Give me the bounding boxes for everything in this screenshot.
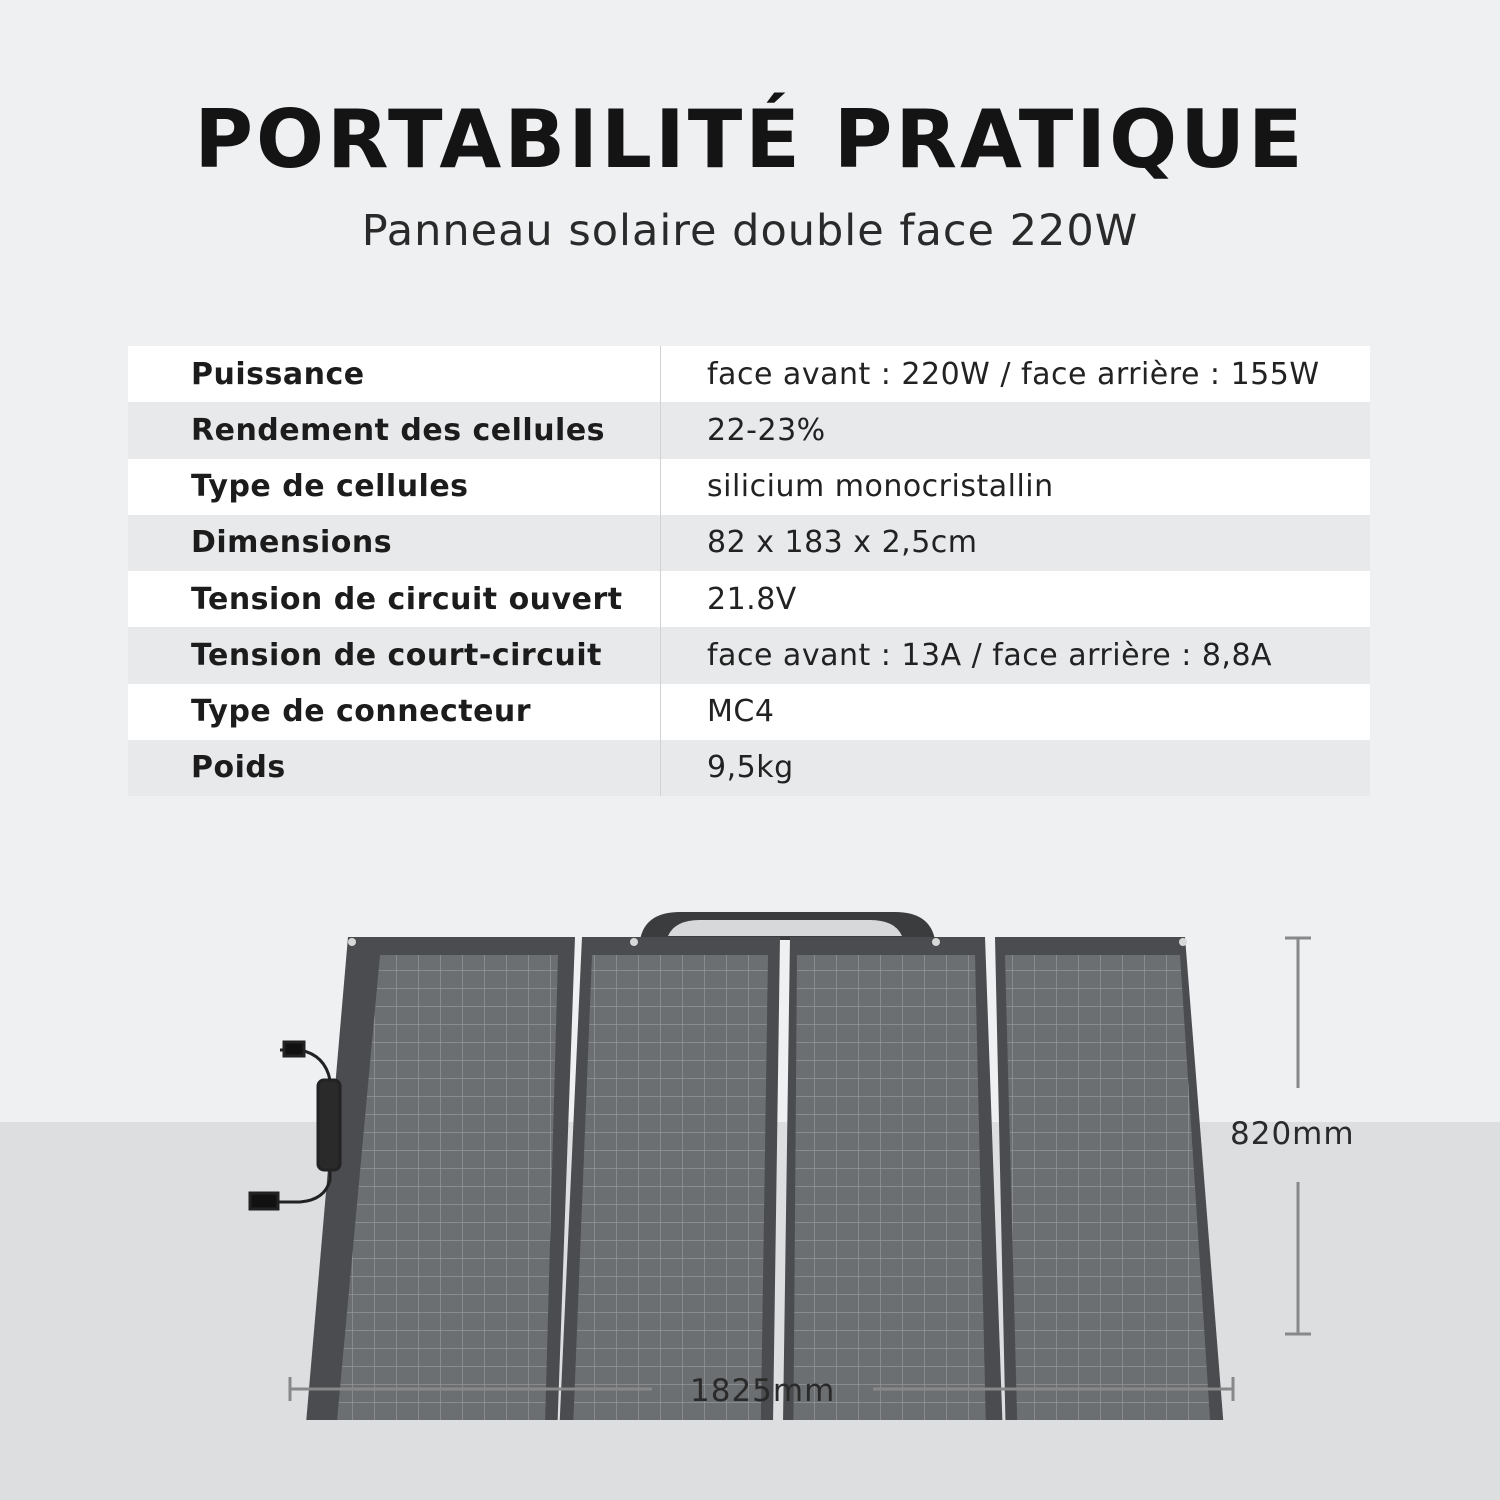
carry-handle-icon: [640, 912, 935, 940]
spec-table: [128, 346, 1370, 796]
panel-section-2: [550, 937, 780, 1420]
spec-label: Poids: [128, 740, 661, 796]
spec-label: Tension de court-circuit: [128, 627, 661, 683]
spec-row: [128, 402, 1370, 458]
spec-row: [128, 571, 1370, 627]
spec-value: 9,5kg: [707, 750, 794, 786]
spec-value: 21.8V: [707, 581, 797, 617]
spec-label: Tension de circuit ouvert: [128, 571, 661, 627]
spec-label: Dimensions: [128, 515, 661, 571]
spec-row: [128, 346, 1370, 402]
spec-row: [128, 459, 1370, 515]
spec-label: Type de connecteur: [128, 684, 661, 740]
width-dimension-label: 1825mm: [690, 1373, 836, 1409]
page-subtitle: Panneau solaire double face 220W: [361, 206, 1139, 256]
panel-section-3: [780, 937, 1010, 1420]
spec-label: Rendement des cellules: [128, 402, 661, 458]
spec-row: [128, 684, 1370, 740]
spec-label: Type de cellules: [128, 459, 661, 515]
spec-row: [128, 515, 1370, 571]
cable-connector-icon: [250, 1042, 340, 1209]
panel-section-4: [995, 937, 1240, 1420]
spec-value: MC4: [707, 694, 775, 730]
spec-row: [128, 627, 1370, 683]
spec-value: 82 x 183 x 2,5cm: [707, 525, 978, 561]
page-title: PORTABILITÉ PRATIQUE: [194, 93, 1306, 186]
spec-label: Puissance: [128, 346, 661, 402]
height-dimension-label: 820mm: [1230, 1116, 1355, 1152]
spec-value: 22-23%: [707, 412, 826, 448]
spec-value: face avant : 13A / face arrière : 8,8A: [707, 637, 1273, 673]
spec-row: [128, 740, 1370, 796]
spec-value: silicium monocristallin: [707, 469, 1054, 505]
spec-value: face avant : 220W / face arrière : 155W: [707, 356, 1320, 392]
